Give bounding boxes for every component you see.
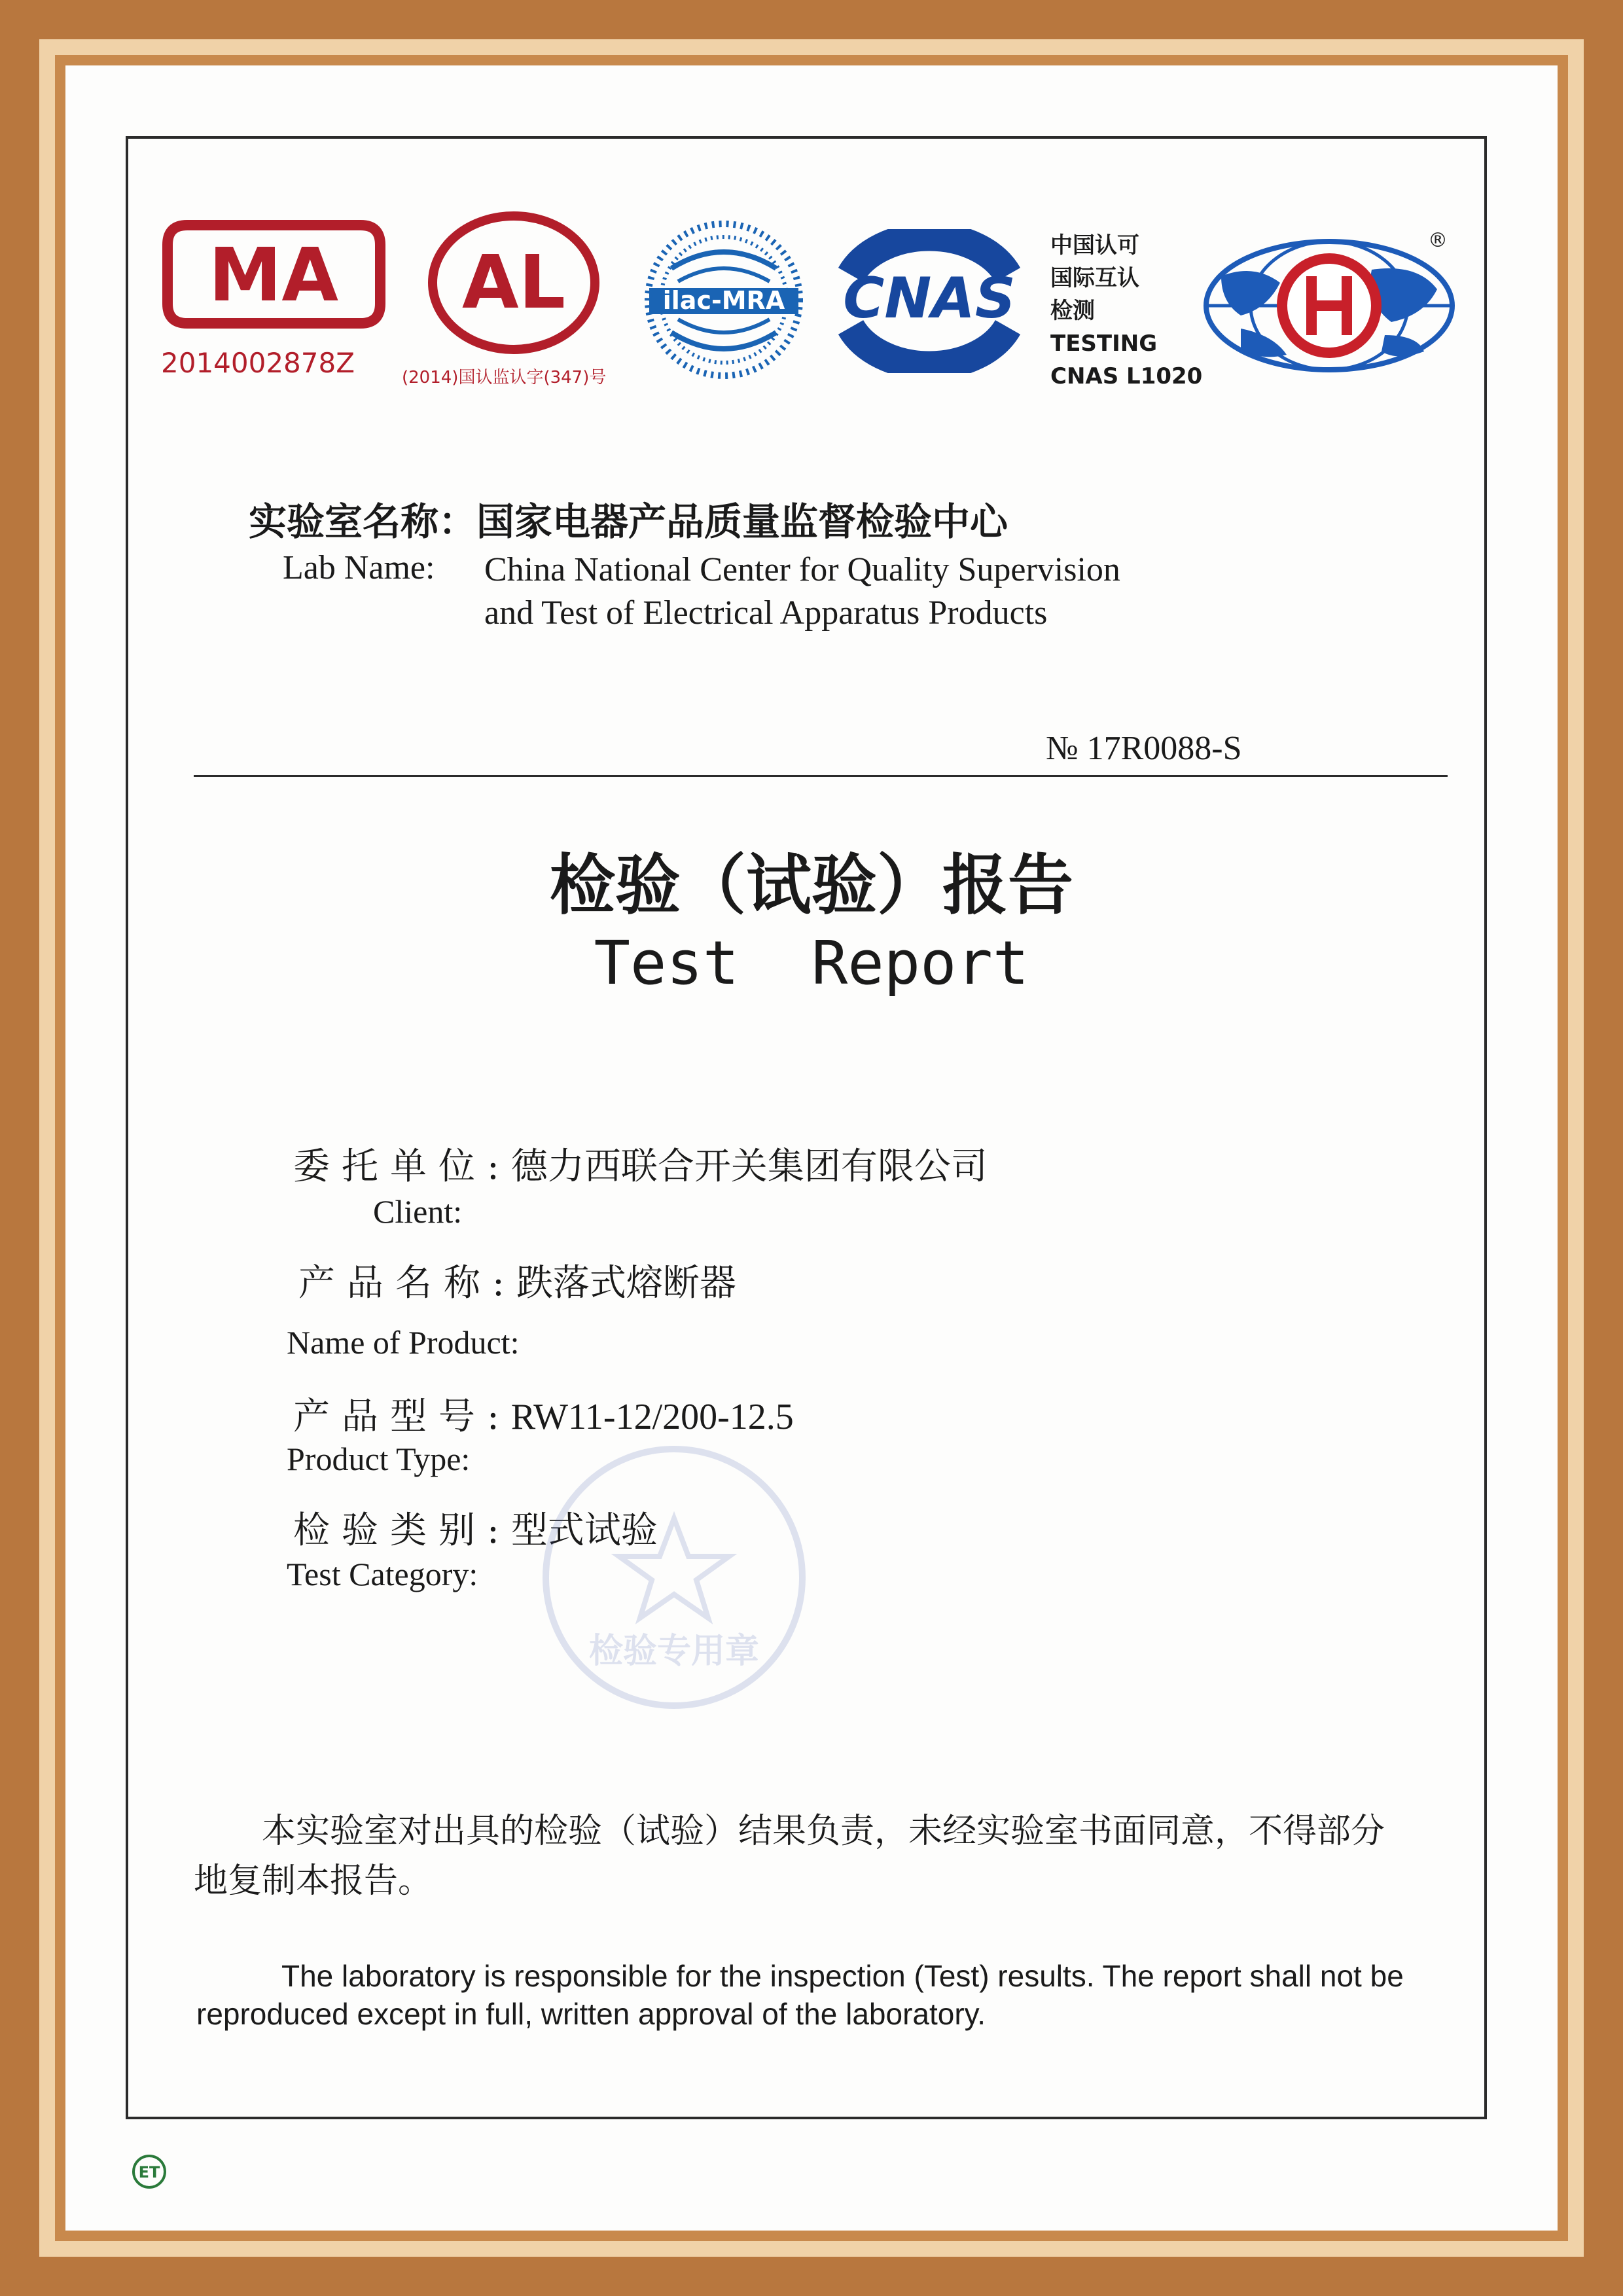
lab-name-en-label: Lab Name: [283, 549, 435, 586]
disclaimer-cn: 本实验室对出具的检验（试验）结果负责，未经实验室书面同意，不得部分地复制本报告。 [194, 1812, 1385, 1901]
ilac-mra-logo-text: ilac-MRA [662, 286, 785, 315]
ilac-mra-logo [643, 216, 805, 386]
client-field [293, 1138, 988, 1190]
product-type-field [293, 1388, 794, 1440]
cnas-line: 中国认可 [1050, 232, 1139, 259]
cal-caption: (2014)国认监认字(347)号 [402, 368, 607, 387]
cqc-globe-logo-graphic [1202, 237, 1457, 374]
cnas-line: 检测 [1050, 298, 1095, 324]
cma-logo-graphic [161, 219, 387, 330]
cal-logo [425, 209, 602, 360]
report-title-cn: 检验（试验）报告 [550, 846, 1073, 924]
cnas-accreditation-text [1050, 229, 1202, 393]
product-type-label-cn: 产品型号: [293, 1395, 511, 1438]
client-label-cn: 委托单位: [293, 1145, 511, 1188]
lab-name-en-line: China National Center for Quality Supervision [484, 551, 1120, 588]
test-category-value: 型式试验 [510, 1509, 658, 1552]
client-label-en: Client: [373, 1193, 463, 1230]
product-name-field [298, 1254, 736, 1306]
cma-number: 2014002878Z [161, 347, 355, 379]
lab-name-cn: 实验室名称：国家电器产品质量监督检验中心 [249, 499, 1008, 544]
cal-logo-graphic [425, 209, 602, 360]
lab-name-en [484, 548, 1120, 635]
product-name-value: 跌落式熔断器 [516, 1262, 736, 1304]
lab-name-en-line: and Test of Electrical Apparatus Products [484, 594, 1048, 632]
inspection-stamp-graphic [537, 1440, 812, 1715]
product-name-label-cn: 产品名称: [298, 1262, 516, 1304]
inspection-stamp-text: 检验专用章 [588, 1632, 760, 1671]
ilac-mra-logo-graphic [643, 216, 805, 386]
cqc-globe-logo [1202, 237, 1457, 374]
divider [194, 775, 1448, 777]
report-number: № 17R0088-S [1046, 730, 1242, 767]
product-type-value: RW11-12/200-12.5 [510, 1397, 794, 1437]
registered-mark: ® [1428, 229, 1448, 252]
cnas-line: CNAS L1020 [1050, 363, 1203, 389]
inspection-stamp [537, 1440, 812, 1715]
disclaimer-en: The laboratory is responsible for the inspection (Test) results. The report shall not be reproduced except in full, written approval of the laboratory. [196, 1959, 1404, 2031]
cma-logo-text: MA [208, 233, 339, 318]
cnas-logo-graphic [831, 229, 1027, 373]
cma-logo [161, 219, 387, 330]
cal-logo-text: AL [461, 240, 566, 325]
footer-mark-text: ET [138, 2163, 160, 2181]
cnas-line: TESTING [1050, 331, 1158, 357]
client-value: 德力西联合开关集团有限公司 [510, 1145, 988, 1188]
footer-mark-graphic [131, 2153, 168, 2190]
product-name-label-en: Name of Product: [287, 1324, 520, 1361]
report-title-en: Test Report [594, 928, 1029, 998]
product-type-label-en: Product Type: [287, 1441, 471, 1477]
cnas-logo-text: CNAS [843, 266, 1016, 331]
footer-mark [131, 2153, 168, 2190]
cnas-logo [831, 229, 1027, 373]
test-category-label-en: Test Category: [287, 1556, 478, 1592]
test-category-label-cn: 检验类别: [293, 1509, 511, 1552]
cnas-line: 国际互认 [1050, 265, 1139, 291]
